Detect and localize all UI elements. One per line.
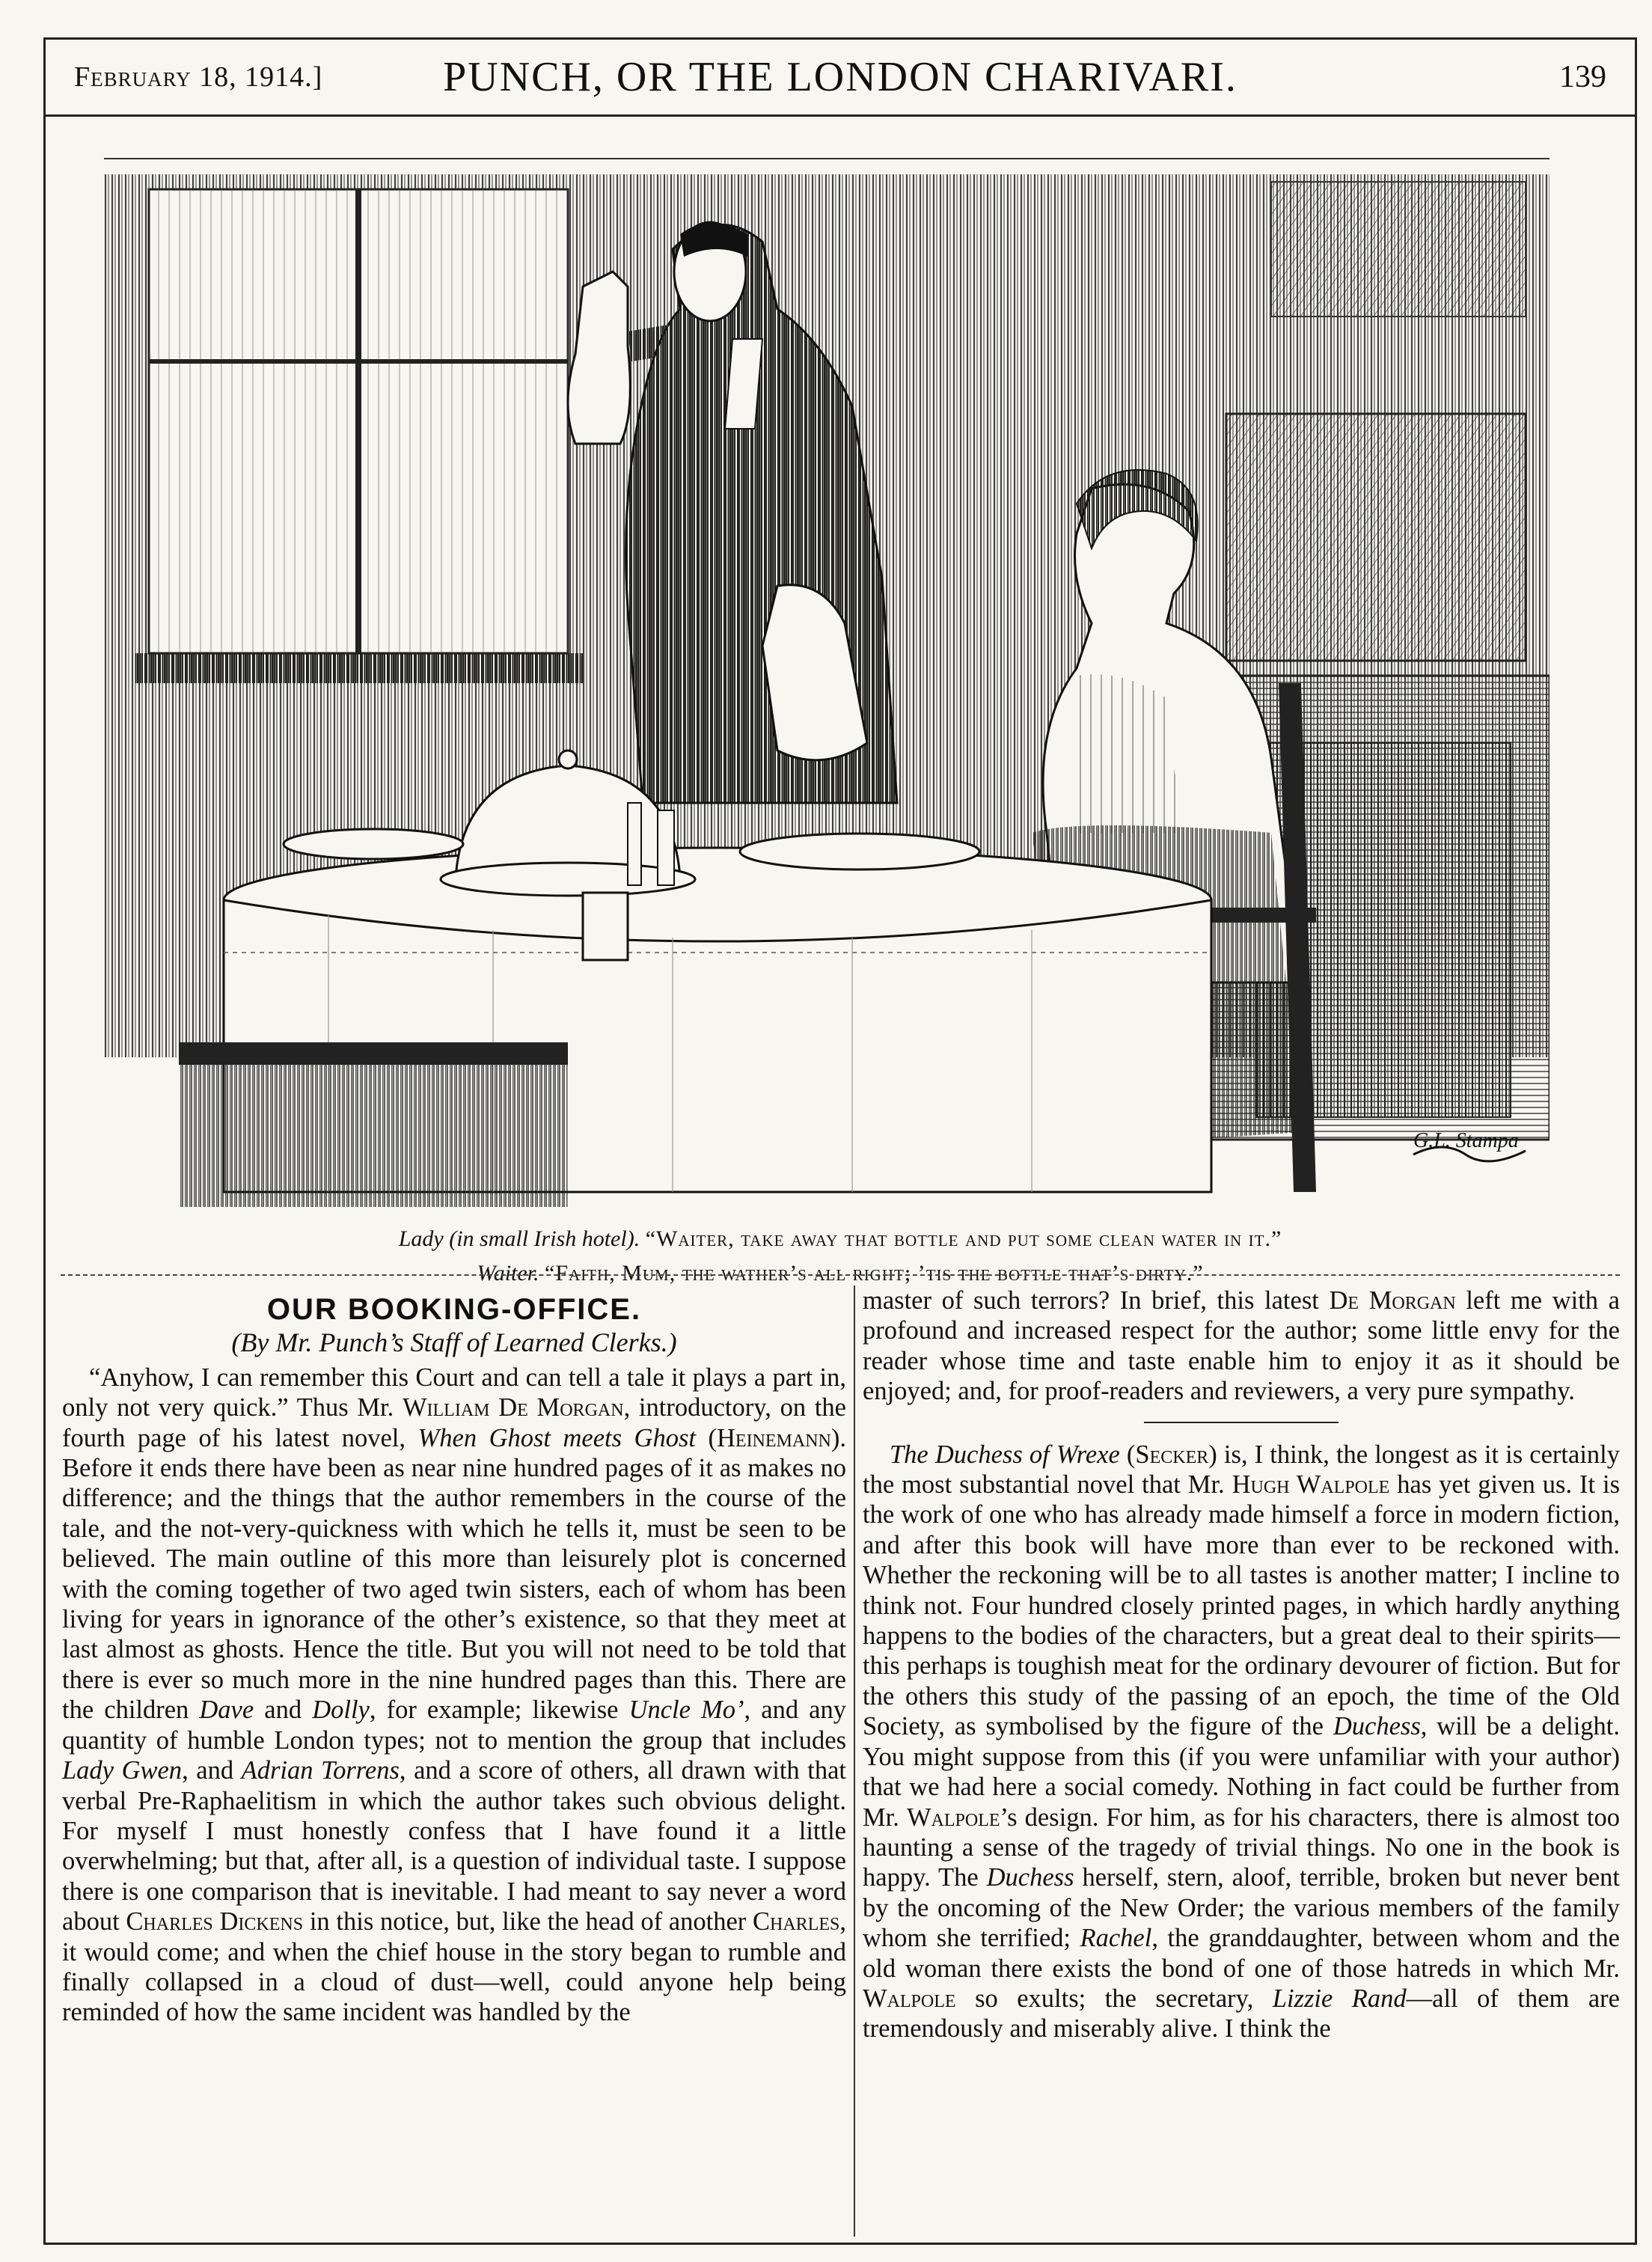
- caption-speaker-lady: Lady: [398, 1226, 444, 1251]
- publisher-name: (Heinemann): [708, 1423, 840, 1452]
- caption-quote-waiter: “Faith, Mum, the wather’s all right; ’tis the bottle that’s dirty.”: [545, 1261, 1204, 1286]
- article-column-right: [863, 1286, 1620, 2237]
- column-rule: [854, 1286, 855, 2237]
- review-paragraph-1-continued: master of such terrors? In brief, this latest De Morgan left me with a profound and increased respect for the author; some little envy for the reader whose time and taste enable him to enjoy it as it should be enjoyed; and, for proof-readers and reviewers, a very pure sympathy.: [863, 1286, 1620, 1406]
- publisher-name-2: (Secker): [1126, 1440, 1217, 1469]
- artist-signature: G.L. Stampa: [1413, 1129, 1519, 1152]
- newspaper-page: [43, 37, 1637, 2245]
- caption-speaker-waiter: Waiter.: [477, 1261, 539, 1286]
- author-name-2: Hugh Walpole: [1232, 1470, 1390, 1500]
- publication-title: PUNCH, OR THE LONDON CHARIVARI.: [443, 54, 1238, 100]
- section-divider: [61, 1274, 1620, 1276]
- issue-date: February 18, 1914.]: [74, 61, 323, 93]
- author-name: William De Morgan: [402, 1393, 624, 1422]
- book-title-2: The Duchess of Wrexe: [890, 1440, 1120, 1469]
- review-paragraph-2: The Duchess of Wrexe (Secker) is, I think, the longest as it is certainly the most substantial novel that Mr. Hugh Walpole has yet given us. It is the work of one who has already made himself a force in modern fiction, and after this book will have more than ever to be reckoned with. Whether the reckoning will be to all tastes is another matter; I incline to think not. Four hundred closely printed pages, in which hardly anything happens to the bodies of the characters, but a great deal to their spirits—this perhaps is toughish meat for the ordinary devourer of fiction. But for the others this study of the passing of an epoch, the time of the Old Society, as symbolised by the figure of the Duchess, will be a delight. You might suppose from this (if you were unfamiliar with your author) that we had here a social comedy. Nothing in fact could be further from Mr. Walpole’s design. For him, as for his characters, there is almost too haunting a sense of the tragedy of trivial things. No one in the book is happy. The Duchess herself, stern, aloof, terrible, broken but never bent by the oncoming of the New Order; the various members of the family whom she terrified; Rachel, the granddaughter, between whom and the old woman there exists the bond of one of those hatreds in which Mr. Walpole so exults; the secretary, Lizzie Rand—all of them are tremendously and miserably alive. I think the: [863, 1440, 1621, 2044]
- article-column-left: [62, 1286, 846, 2237]
- review-separator: [1144, 1422, 1339, 1423]
- book-title: When Ghost meets Ghost: [417, 1423, 696, 1452]
- review-paragraph-1: “Anyhow, I can remember this Court and can tell a tale it plays a part in, only not very quick.” Thus Mr. William De Morgan, introductory, on the fourth page of his latest novel, When Ghost meets Ghost (Heinemann). Before it ends there have been as near nine hundred pages of it as makes no difference; and the things that the author remembers in the course of the tale, and the not-very-quickness with which he tells it, must be seen to be believed. The main outline of this more than leisurely plot is concerned with the coming together of two aged twin sisters, each of whom has been living for years in ignorance of the other’s existence, so that they meet at last almost as ghosts. Hence the title. But you will not need to be told that there is ever so much more in the nine hundred pages than this. There are the children Dave and Dolly, for example; likewise Uncle Mo’, and any quantity of humble London types; not to mention the group that includes Lady Gwen, and Adrian Torrens, and a score of others, all drawn with that verbal Pre-Raphaelitism in which the author takes such obvious delight. For myself I must honestly confess that I have found it a little overwhelming; but that, after all, is a question of individual taste. I suppose there is one comparison that is inevitable. I had meant to say never a word about Charles Dickens in this notice, but, like the head of another Charles, it would come; and when the chief house in the story began to rumble and finally collapsed in a cloud of dust—well, could anyone help being reminded of how the same incident was handled by the: [62, 1363, 846, 2027]
- section-subtitle: (By Mr. Punch’s Staff of Learned Clerks.): [231, 1327, 677, 1358]
- page-number: 139: [1559, 60, 1606, 94]
- cartoon-caption: [46, 1222, 1635, 1291]
- section-title: OUR BOOKING-OFFICE.: [266, 1293, 642, 1326]
- caption-quote-lady: “Waiter, take away that bottle and put some clean water in it.”: [645, 1226, 1282, 1251]
- cartoon-illustration: [104, 158, 1549, 1208]
- caption-context: (in small Irish hotel).: [449, 1226, 640, 1251]
- page-header: [46, 40, 1635, 117]
- caption-line-1: [46, 1222, 1635, 1256]
- cartoon-drawing: [104, 159, 1549, 1208]
